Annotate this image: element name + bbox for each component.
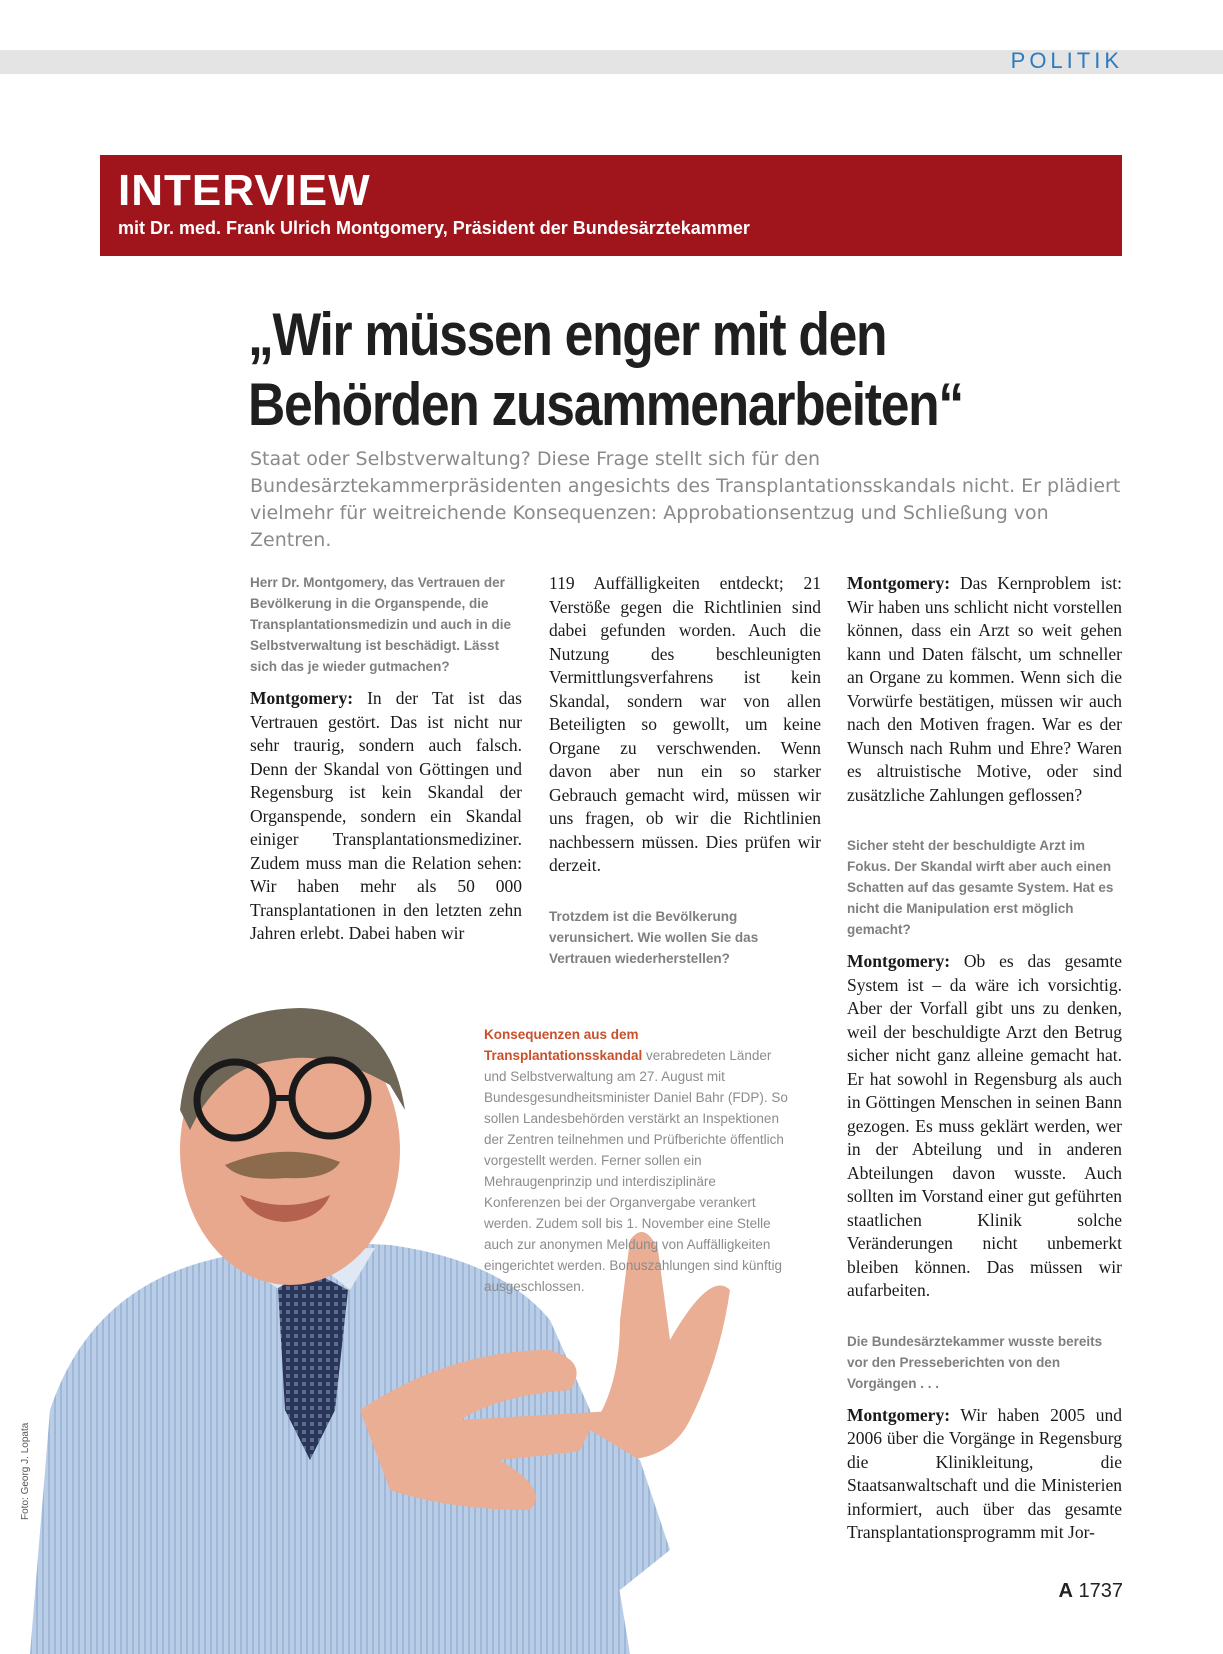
info-box-heading: Konsequenzen aus dem Transplantationsskandal [484,1027,643,1063]
question-4: Die Bundesärztekammer wusste bereits vor den Presseberichten von den Vorgängen . . . [847,1333,1103,1391]
question-1: Herr Dr. Montgomery, das Vertrauen der Bevölkerung in die Organspende, die Transplantationsmedizin und auch in die Selbstverwaltung ist beschädigt. Lässt sich das je wieder gutmachen? [250,575,512,674]
column-3 [847,572,1122,1573]
page-number [1058,1580,1123,1603]
question-3: Sicher steht der beschuldigte Arzt im Fokus. Der Skandal wirft aber auch einen Schatten auf das gesamte System. Hat es nicht die Manipulation erst möglich gemacht? [847,838,1114,937]
banner-title: INTERVIEW [118,166,371,215]
column-1 [250,572,522,974]
banner-subtitle: mit Dr. med. Frank Ulrich Montgomery, Präsident der Bundesärztekammer [118,218,750,238]
section-label: POLITIK [1010,48,1123,73]
answer-1 [250,687,522,946]
answer-3 [847,950,1122,1303]
speaker-name: Montgomery: [250,688,354,708]
headline [248,300,1022,440]
answer-2-text: Das Kernproblem ist: Wir haben uns schlicht nicht vorstellen können, dass ein Arzt so weit gehen kann und Daten fälscht, um schneller an Organe zu kommen. Wenn sich die Vorwürfe bestätigen, müssen wir auch nach den Motiven fragen. War es der Wunsch nach Ruhm und Ehre? Waren es altruistische Motive, oder sind zusätzliche Zahlungen geflossen? [847,573,1122,805]
answer-1-text: In der Tat ist das Vertrauen gestört. Das ist nicht nur sehr traurig, sondern auch falsch. Denn der Skandal von Göttingen und Regensburg ist kein Skandal der Organspende, sondern ein Skandal einiger Transplantationsmediziner. Zudem muss man die Relation sehen: Wir haben mehr als 50 000 Transplantationen in den letzten zehn Jahren erlebt. Dabei haben wir [250,688,522,943]
column-2 [549,572,821,979]
speaker-name: Montgomery: [847,1404,951,1425]
answer-3-text: Ob es das gesamte System ist – da wäre ich vorsichtig. Aber der Vorfall gibt uns zu denken, weil der beschuldigte Arzt den Betrug sicher nicht ganz alleine gemacht hat. Er hat sowohl in Regensburg als auch in Göttingen Menschen in seinen Bann gezogen. Es muss geklärt werden, wer in der Abteilung und in anderen Abteilungen davon wusste. Auch sollten im Vorstand einer gut geführten staatlichen Klinik solche Veränderungen nicht unbemerkt bleiben können. Das müssen wir aufarbeiten. [847,951,1123,1300]
answer-1-continued: 119 Auffälligkeiten entdeckt; 21 Verstöße gegen die Richtlinien sind dabei gefunden worden. Auch die Nutzung des beschleunigten Vermittlungsverfahrens ist kein Skandal, sondern war von allen Beteiligten so gewollt, um keine Organe zu verschwenden. Wenn davon aber nun ein so starker Gebrauch gemacht wird, müssen wir uns fragen, ob wir die Richtlinien nachbessern müssen. Dies prüfen wir derzeit. [549,573,821,875]
headline-line-1: „Wir müssen enger mit den [248,301,887,368]
answer-4-text: Wir haben 2005 und 2006 über die Vorgänge in Regensburg die Klinikleitung, die Staatsanwaltschaft und die Ministerien informiert, auch über das gesamte Transplantationsprogramm mit Jor- [847,1404,1122,1542]
page-number-value: 1737 [1078,1580,1123,1602]
question-2: Trotzdem ist die Bevölkerung verunsichert. Wie wollen Sie das Vertrauen wiederherstellen? [549,908,759,966]
info-box [484,1024,792,1297]
photo-credit: Foto: Georg J. Lopata [20,1422,31,1520]
lead-paragraph: Staat oder Selbstverwaltung? Diese Frage stellt sich für den Bundesärztekammerpräsidenten angesichts des Transplantationsskandals nicht. Er plädiert vielmehr für weitreichende Konsequenzen: Approbationsentzug und Schließung von Zentren. [250,448,1121,551]
interview-banner [100,155,1122,256]
answer-4 [847,1404,1122,1545]
info-box-text: verabredeten Länder und Selbstverwaltung am 27. August mit Bundesgesundheitsminister Daniel Bahr (FDP). So sollen Landesbehörden verstärkt an Inspektionen der Zentren teilnehmen und Prüfberichte öffentlich vorgestellt werden. Ferner sollen ein Mehraugenprinzip und interdisziplinäre Konferenzen bei der Organvergabe verankert werden. Zudem soll bis 1. November eine Stelle auch zur anonymen Meldung von Auffälligkeiten eingerichtet werden. Bonuszahlungen sind künftig ausgeschlossen. [484,1048,788,1294]
speaker-name: Montgomery: [847,951,951,971]
page-prefix: A [1058,1580,1073,1602]
headline-line-2: Behörden zusammenarbeiten“ [248,371,963,438]
answer-2 [847,572,1122,807]
speaker-name: Montgomery: [847,573,951,593]
